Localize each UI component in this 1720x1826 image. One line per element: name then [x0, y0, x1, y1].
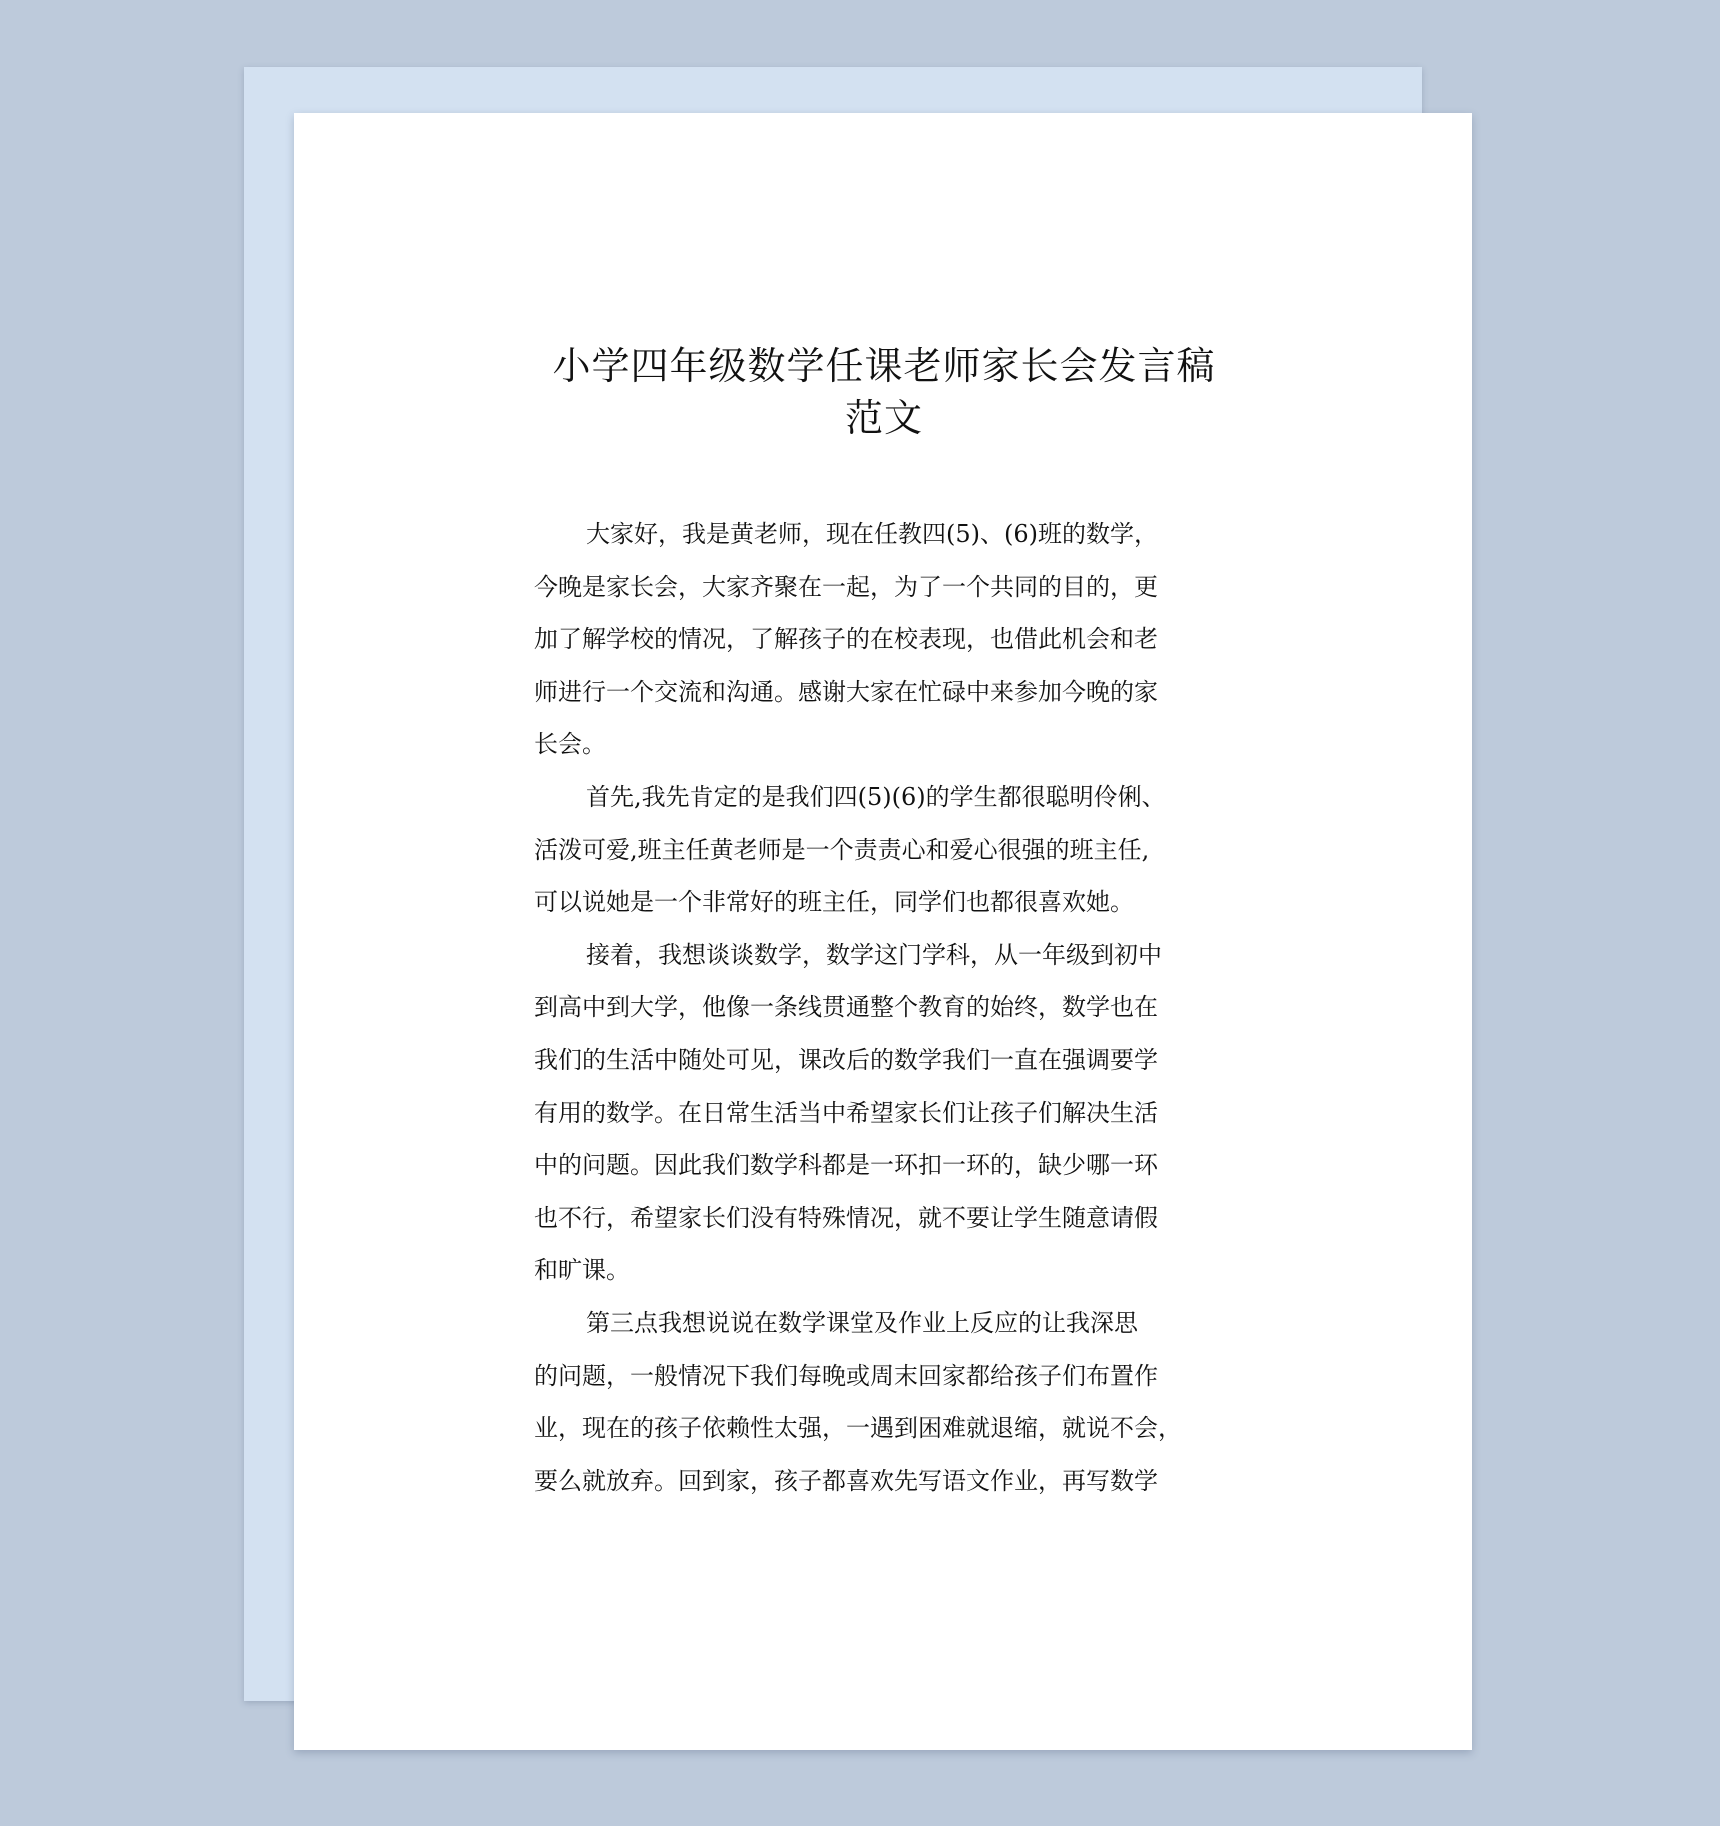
text-line: 可以说她是一个非常好的班主任，同学们也都很喜欢她。 [534, 888, 1134, 917]
paragraph-second-point [534, 929, 1234, 1297]
paragraph-first-point [534, 771, 1234, 929]
title-line: 范文 [844, 396, 923, 440]
title-line: 小学四年级数学任课老师家长会发言稿 [552, 344, 1216, 388]
text-line: 加了解学校的情况，了解孩子的在校表现，也借此机会和老 [534, 625, 1158, 654]
document-content [534, 340, 1234, 1507]
text-line: 活泼可爱,班主任黄老师是一个责责心和爱心很强的班主任, [534, 835, 1150, 864]
text-line: 今晚是家长会，大家齐聚在一起，为了一个共同的目的，更 [534, 572, 1158, 601]
text-line: 接着，我想谈谈数学，数学这门学科，从一年级到初中 [586, 940, 1162, 969]
text-line: 要么就放弃。回到家，孩子都喜欢先写语文作业，再写数学 [534, 1466, 1158, 1495]
text-line: 中的问题。因此我们数学科都是一环扣一环的，缺少哪一环 [534, 1151, 1158, 1180]
text-line: 的问题，一般情况下我们每晚或周末回家都给孩子们布置作 [534, 1361, 1158, 1390]
text-line: 第三点我想说说在数学课堂及作业上反应的让我深思 [586, 1308, 1138, 1337]
text-line: 师进行一个交流和沟通。感谢大家在忙碌中来参加今晚的家 [534, 677, 1158, 706]
text-line: 首先,我先肯定的是我们四(5)(6)的学生都很聪明伶俐、 [586, 782, 1166, 811]
paragraph-greeting [534, 508, 1234, 771]
text-line: 有用的数学。在日常生活当中希望家长们让孩子们解决生活 [534, 1098, 1158, 1127]
text-line: 业，现在的孩子依赖性太强，一遇到困难就退缩，就说不会， [534, 1414, 1182, 1443]
text-line: 长会。 [534, 730, 606, 759]
text-line: 到高中到大学，他像一条线贯通整个教育的始终，数学也在 [534, 993, 1158, 1022]
document-title [534, 340, 1234, 444]
document-body [534, 508, 1234, 1507]
text-line: 也不行，希望家长们没有特殊情况，就不要让学生随意请假 [534, 1203, 1158, 1232]
paragraph-third-point [534, 1297, 1234, 1507]
text-line: 我们的生活中随处可见，课改后的数学我们一直在强调要学 [534, 1045, 1158, 1074]
text-line: 和旷课。 [534, 1256, 630, 1285]
text-line: 大家好，我是黄老师，现在任教四(5)、(6)班的数学， [586, 520, 1158, 548]
